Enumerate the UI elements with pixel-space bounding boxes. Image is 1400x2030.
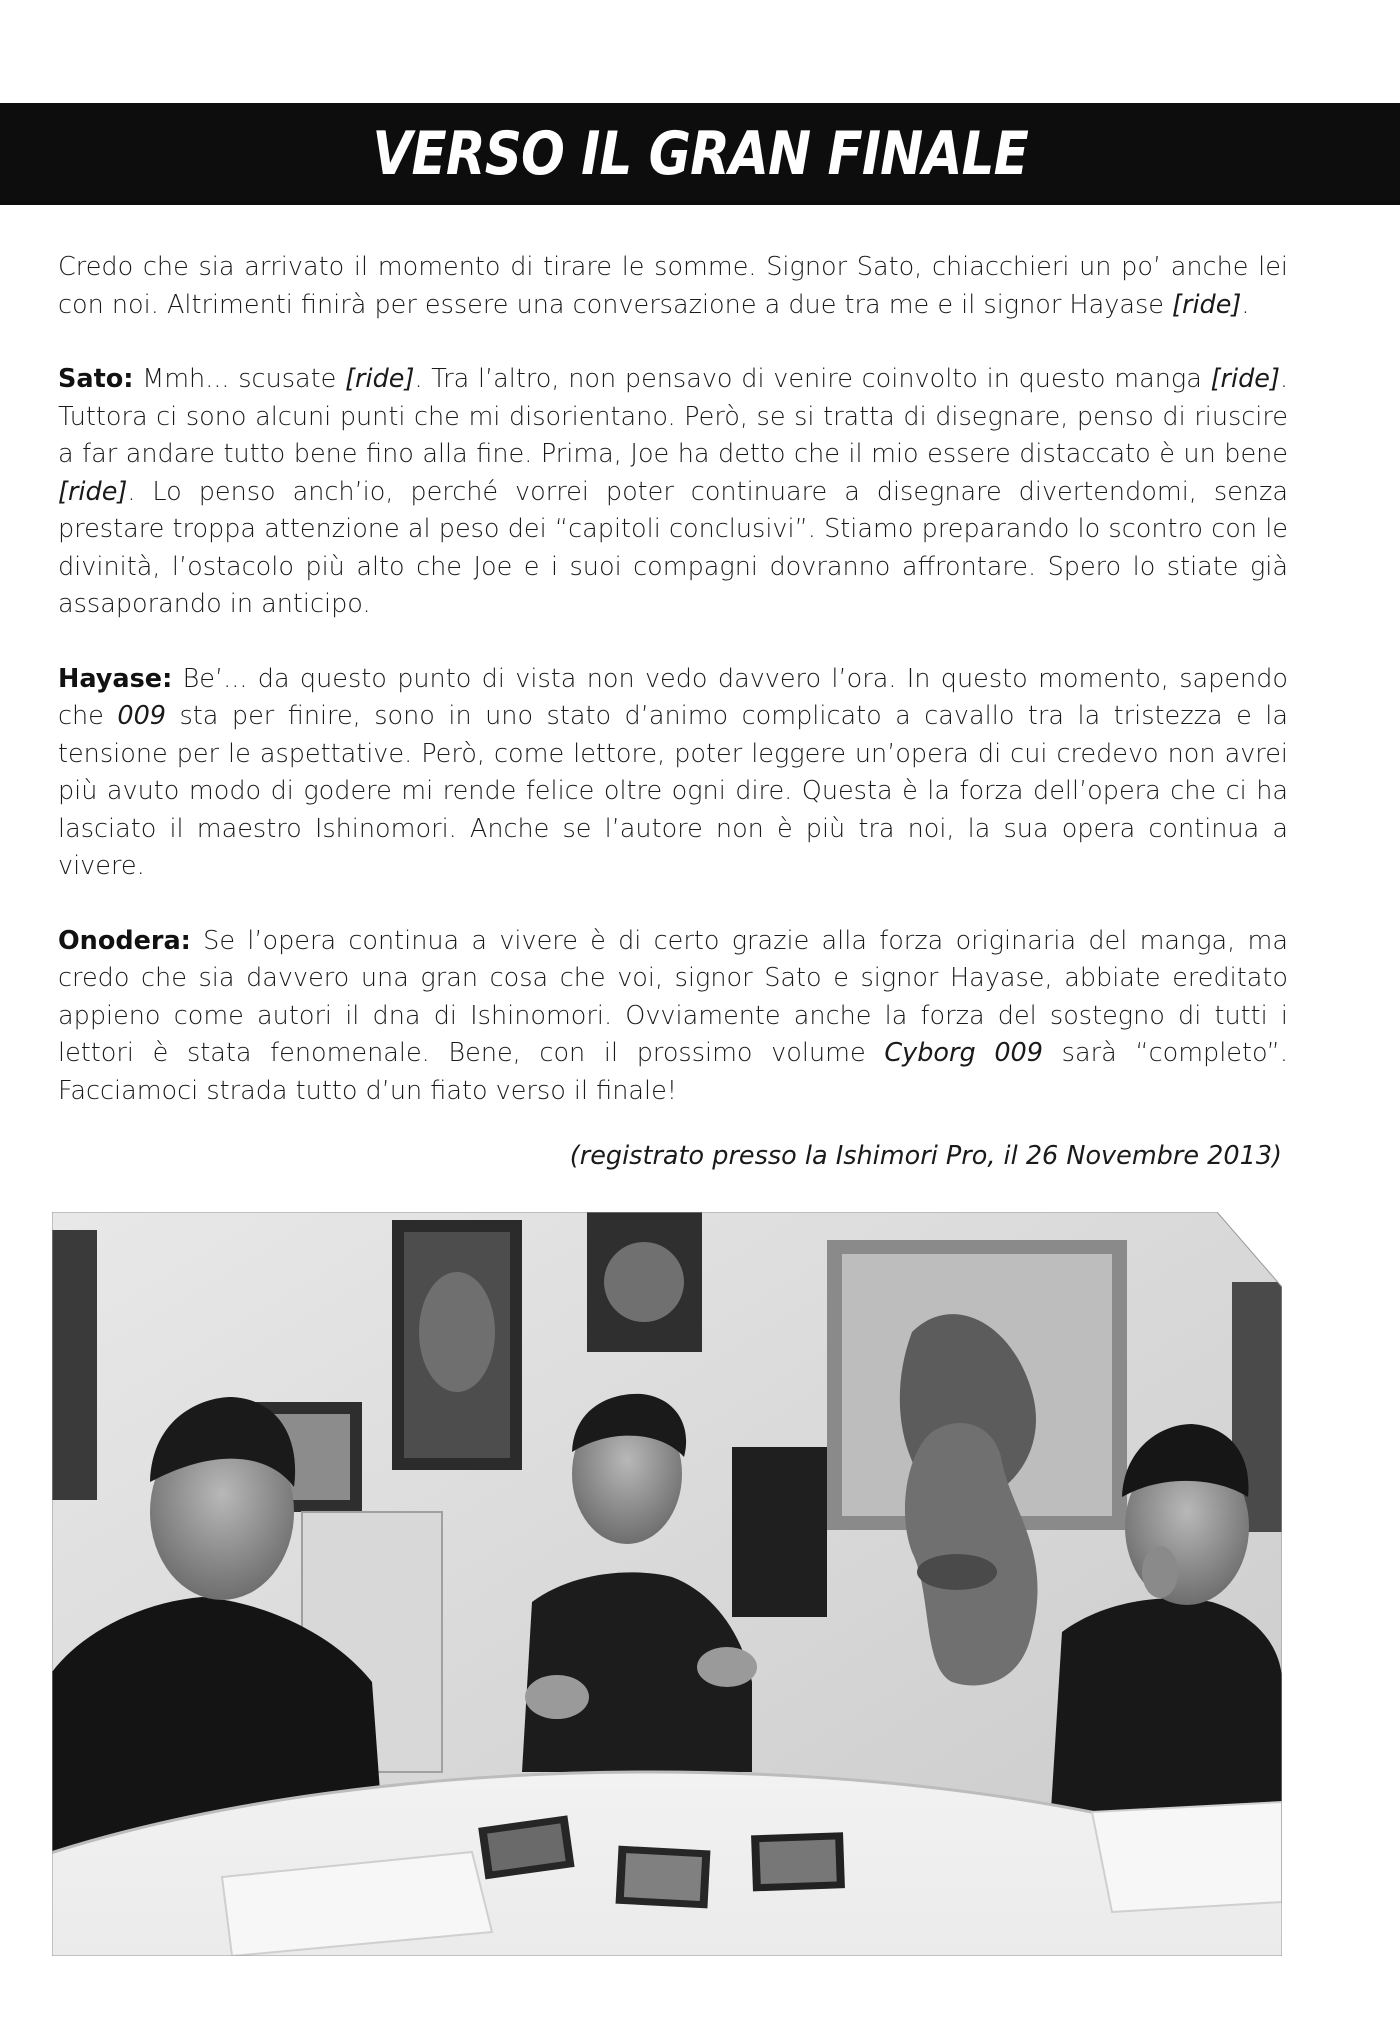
page-title: VERSO IL GRAN FINALE <box>372 119 1028 189</box>
speaker-hayase: Hayase: <box>58 663 173 694</box>
stage-direction: [ride] <box>1210 364 1280 394</box>
stage-direction: [ride] <box>58 476 128 507</box>
onodera-text-2: sarà “completo”. Facciamoci strada tutto d’un fiato verso il finale! <box>58 1038 1288 1106</box>
onodera-paragraph <box>58 923 1288 1111</box>
title-reference: Cyborg 009 <box>884 1038 1044 1068</box>
speaker-onodera: Onodera: <box>58 925 191 956</box>
stage-direction: [ride] <box>345 364 415 394</box>
interview-photo <box>52 1212 1282 1956</box>
intro-paragraph <box>58 249 1288 324</box>
sato-text-3: . Tuttora ci sono alcuni punti che mi disorientano. Però, se si tratta di disegnare, penso di riuscire a far andare tutto bene fino alla fine. Prima, Joe ha detto che il mio essere distaccato è un bene <box>58 364 1289 469</box>
sato-text-1: Mmh... scusate <box>133 364 346 394</box>
sato-text-2: . Tra l’altro, non pensavo di venire coinvolto in questo manga <box>414 364 1211 394</box>
intro-end: . <box>1241 289 1250 320</box>
title-reference: 009 <box>117 701 167 731</box>
hayase-text-1: Be’... da questo punto di vista non vedo davvero l’ora. In questo momento, sapendo che <box>58 663 1288 731</box>
title-banner <box>0 103 1400 205</box>
interview-photo-illustration <box>52 1212 1282 1956</box>
hayase-paragraph <box>58 661 1288 886</box>
hayase-text-2: sta per finire, sono in uno stato d’animo complicato a cavallo tra la tristezza e la tensione per le aspettative. Però, come lettore, poter leggere un’opera di cui credevo non avrei più avuto modo di godere mi rende felice oltre ogni dire. Questa è la forza dell’opera che ci ha lasciato il maestro Ishinomori. Anche se l’autore non è più tra noi, la sua opera continua a vivere. <box>58 701 1288 881</box>
speaker-sato: Sato: <box>58 364 134 394</box>
sato-paragraph <box>58 361 1288 624</box>
sato-text-4: . Lo penso anch’io, perché vorrei poter continuare a disegnare divertendomi, senza prestare troppa attenzione al peso dei “capitoli conclusivi”. Stiamo preparando lo scontro con le divinità, l’ostacolo più alto che Joe e i suoi compagni dovranno affrontare. Spero lo stiate già assaporando in anticipo. <box>58 476 1288 619</box>
onodera-text-1: Se l’opera continua a vivere è di certo grazie alla forza originaria del manga, ma credo che sia davvero una gran cosa che voi, signor Sato e signor Hayase, abbiate ereditato appieno come autori il dna di Ishinomori. Ovviamente anche la forza del sostegno di tutti i lettori è stata fenomenale. Bene, con il prossimo volume <box>58 925 1288 1068</box>
intro-text: Credo che sia arrivato il momento di tirare le somme. Signor Sato, chiacchieri un po’ anche lei con noi. Altrimenti finirà per essere una conversazione a due tra me e il signor Hayase <box>58 252 1288 320</box>
stage-direction: [ride] <box>1172 289 1242 320</box>
interview-text <box>58 249 1288 1147</box>
recording-credit: (registrato presso la Ishimori Pro, il 26 Novembre 2013) <box>569 1141 1282 1171</box>
